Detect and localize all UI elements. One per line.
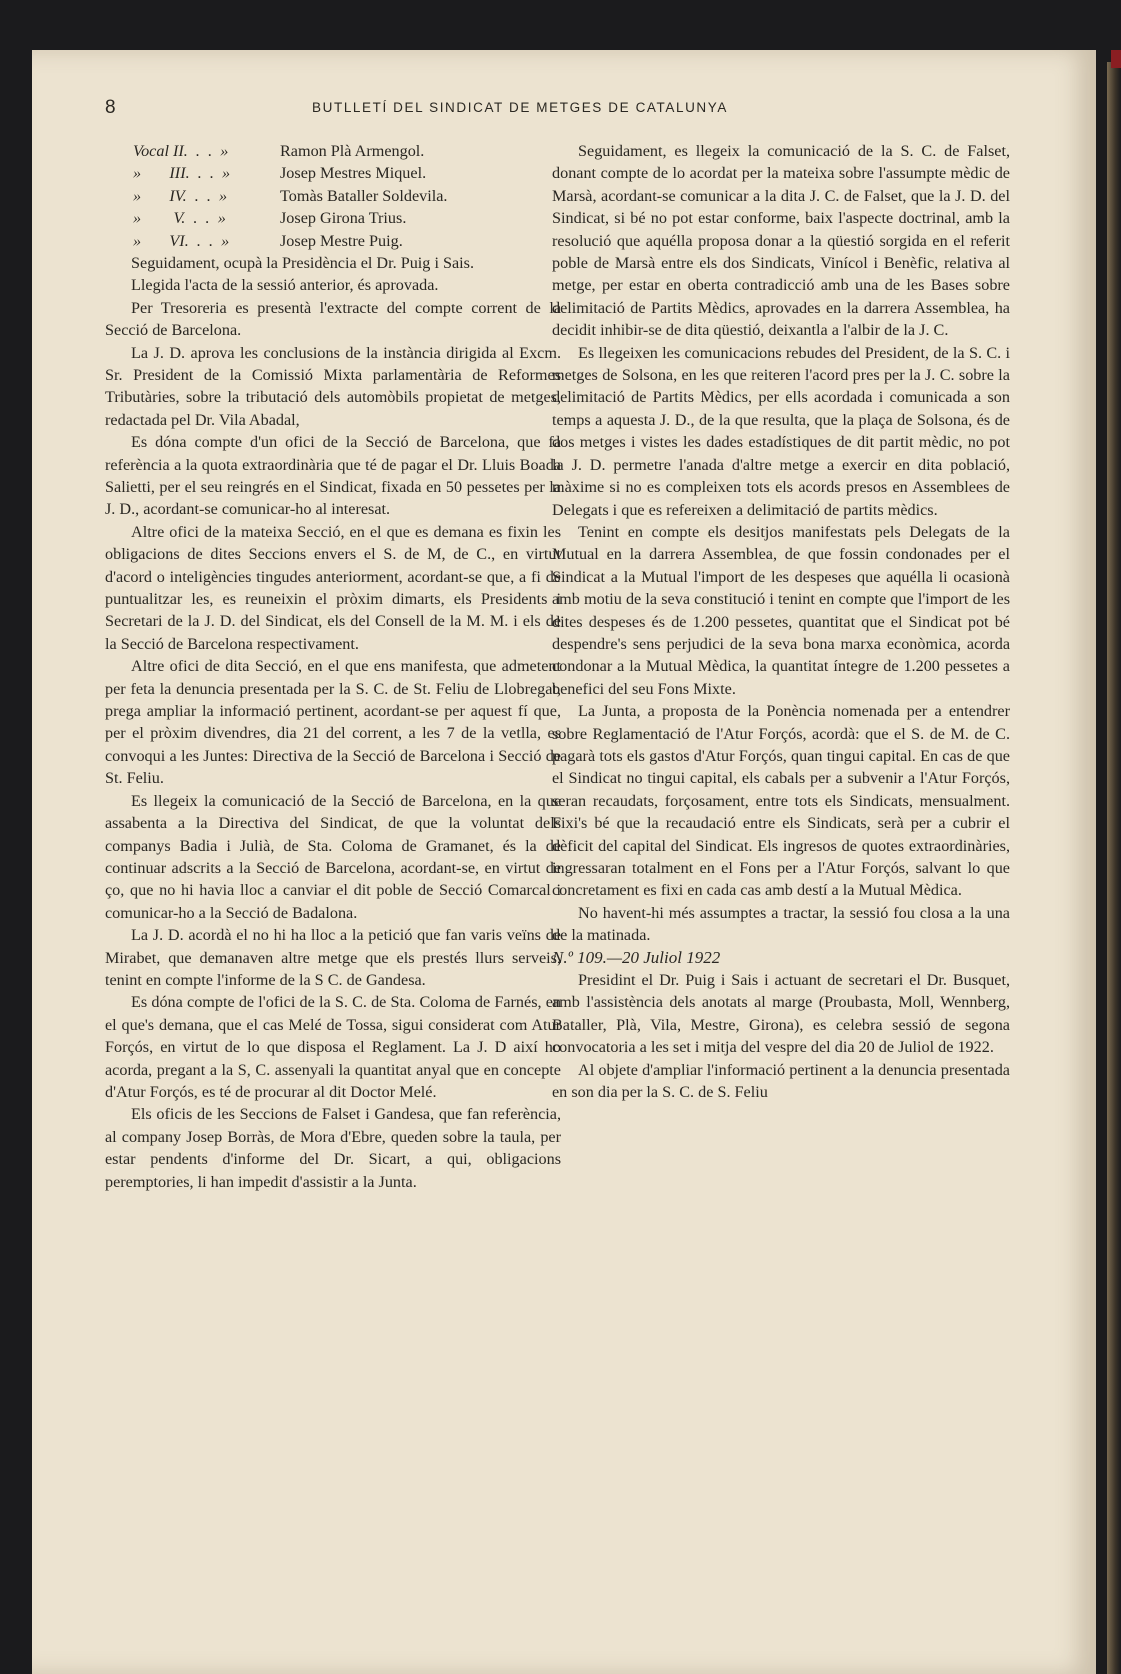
vocal-list — [105, 140, 561, 252]
paragraph: Al objete d'ampliar l'informació pertinent a la denuncia presentada en son dia per la S. C. de S. Feliu — [552, 1060, 1010, 1102]
list-item — [105, 140, 561, 162]
paragraph: La J. D. acordà el no hi ha lloc a la petició que fan varis veïns de Mirabet, que demanaven altre metge que els prestés llurs serveis, tenint en compte l'informe de la S C. de Gandesa. — [105, 926, 561, 989]
paragraph: Es dóna compte de l'ofici de la S. C. de Sta. Coloma de Farnés, en el que's demana, que el cas Melé de Tossa, sigui considerat com Atur Forçós, en virtut de lo que disposa el Reglament. La J. D així ho acorda, pregant a la S, C. assenyali la quantitat anyal que en concepte d'Atur Forçós, es té de procurar al dit Doctor Melé. — [105, 993, 561, 1101]
vocal-label: » V. . . » — [133, 209, 226, 228]
running-title: BUTLLETÍ DEL SINDICAT DE METGES DE CATALUNYA — [312, 100, 728, 115]
paragraph: Es llegeix la comunicació de la Secció de Barcelona, en la que assabenta a la Directiva del Sindicat, de que la voluntat dels companys Badia i Julià, de Sta. Coloma de Gramanet, és la de continuar adscrits a la Secció de Barcelona, acordant-se, en virtut de ço, que no hi havia lloc a canviar el dit poble de Secció Comarcal i comunicar-ho a la Secció de Badalona. — [105, 791, 561, 922]
page-number: 8 — [105, 97, 116, 118]
vocal-name: Ramon Plà Armengol. — [280, 142, 425, 160]
list-item — [105, 207, 561, 229]
vocal-name: Josep Mestre Puig. — [280, 231, 403, 250]
paragraph: Els oficis de les Seccions de Falset i Gandesa, que fan referència, al company Josep Borràs, de Mora d'Ebre, queden sobre la taula, per estar pendents d'informe del Dr. Sicart, a qui, obligacions peremptories, li han impedit d'assistir a la Junta. — [105, 1105, 561, 1191]
binding-mark — [1111, 50, 1121, 68]
paragraph: Altre ofici de la mateixa Secció, en el que es demana es fixin les obligacions de dites Seccions envers el S. de M, de C., en virtut d'acord o inteligències tingudes anteriorment, acordant-se que, a fi de puntualitzar les, es reuneixin el pròxim dimarts, els Presidents i Secretari de la J. D. del Sindicat, els del Consell de la M. M. i els de la Secció de Barcelona respectivament. — [105, 522, 561, 653]
vocal-name: Tomàs Bataller Soldevila. — [280, 186, 448, 205]
paragraph: Altre ofici de dita Secció, en el que ens manifesta, que admetent per feta la denuncia presentada per la S. C. de St. Feliu de Llobregat, prega ampliar la informació pertinent, acordant-se per aquest fí que, per el pròxim divendres, dia 21 del corrent, a les 7 de la vetlla, es convoqui a les Juntes: Directiva de la Secció de Barcelona i Secció de St. Feliu. — [105, 657, 561, 788]
page-header — [0, 97, 1040, 119]
paragraph: La Junta, a proposta de la Ponència nomenada per a entendrer sobre Reglamentació de l'Atur Forçós, acordà: que el S. de M. de C. pagarà tots els gastos d'Atur Forçós, quan tingui capital. En cas de que el Sindicat no tingui capital, els cabals per a subvenir a l'Atur Forçós, seran recaudats, forçosament, entre tots els Sindicats, mensualment. Fixi's bé que la recaudació entre els Sindicats, serà per a cubrir el dèficit del capital del Sindicat. Els ingresos de quotes extraordinàries, ingressaran totalment en el Fons per a l'Atur Forçós, salvant lo que concretament es fixi en cada cas amb destí a la Mutual Mèdica. — [552, 702, 1010, 900]
vocal-label: » VI. . . » — [133, 231, 230, 250]
page-edge-shadow — [1107, 62, 1121, 1674]
list-item — [105, 185, 561, 207]
paragraph: La J. D. aprova les conclusions de la instància dirigida al Excm. Sr. President de la Comissió Mixta parlamentària de Reformes Tributàries, sobre la tributació dels automòbils propietat de metges, redactada pel Dr. Vila Abadal, — [105, 343, 561, 429]
vocal-label: » III. . . » — [133, 164, 231, 183]
paragraph: Seguidament, es llegeix la comunicació de la S. C. de Falset, donant compte de lo acordat per la mateixa sobre l'assumpte mèdic de Marsà, acordant-se comunicar a la dita J. C. de Falset, que la J. D. del Sindicat, si bé no pot estar conforme, baix l'aspecte doctrinal, amb la resolució que aquélla proposa donar a la qüestió sorgida en el referit poble de Marsà entre els dos Sindicats, Vinícol i Benèfic, relativa al metge, per estar en oberta contradicció amb una de les Bases sobre delimitació de Partits Mèdics, aprovades en la darrera Assemblea, ha decidit inhibir-se de dita qüestió, deixantla a l'albir de la J. C. — [552, 142, 1010, 340]
paragraph: Seguidament, ocupà la Presidència el Dr. Puig i Sais. — [131, 253, 475, 272]
left-column — [105, 140, 561, 1193]
paragraph: Presidint el Dr. Puig i Sais i actuant de secretari el Dr. Busquet, amb l'assistència dels anotats al marge (Proubasta, Moll, Wennberg, Bataller, Plà, Vila, Mestre, Girona), es celebra sessió de segona convocatoria a les set i mitja del vespre del dia 20 de Juliol de 1922. — [552, 971, 1010, 1057]
paragraph: Per Tresoreria es presentà l'extracte del compte corrent de la Secció de Barcelona. — [105, 298, 561, 340]
vocal-label: Vocal II. . . » — [133, 142, 229, 160]
paragraph: No havent-hi més assumptes a tractar, la sessió fou closa a la una de la matinada. — [552, 903, 1010, 945]
vocal-name: Josep Mestres Miquel. — [280, 164, 427, 183]
paragraph: Es dóna compte d'un ofici de la Secció de Barcelona, que fa referència a la quota extraordinària que té de pagar el Dr. Lluis Boada Salietti, per el seu reingrés en el Sindicat, fixada en 50 pessetes per la J. D., acordant-se comunicar-ho al interesat. — [105, 433, 561, 519]
list-item — [105, 162, 561, 184]
list-item — [105, 230, 561, 252]
paragraph: Es llegeixen les comunicacions rebudes del President, de la S. C. i metges de Solsona, en les que reiteren l'acord pres per la J. C. sobre la delimitació de Partits Mèdics, per ells acordada i comunicada a son temps a aquesta J. D., de la que resulta, que la plaça de Solsona, és de dos metges i vistes les dades estadístiques de dit partit mèdic, no pot la J. D. permetre l'anada d'altre metge a exercir en dita població, màxime si no es compleixen tots els acords presos en Assemblees de Delegats i que es refereixen a delimitació de partits mèdics. — [552, 343, 1010, 519]
paragraph: Tenint en compte els desitjos manifestats pels Delegats de la Mutual en la darrera Assemblea, de que fossin condonades per el Sindicat a la Mutual l'import de les despeses que aquélla li ocasionà amb motiu de la seva constitució i tenint en compte que l'import de les dites despeses és de 1.200 pessetes, quantitat que el Sindicat pot bé despendre's sens perjudici de la seva bona marxa econòmica, acorda condonar a la Mutual Mèdica, la quantitat íntegre de 1.200 pessetes a benefici del seu Fons Mixte. — [552, 522, 1010, 698]
paragraph: Llegida l'acta de la sessió anterior, és aprovada. — [131, 276, 439, 295]
vocal-label: » IV. . . » — [133, 186, 228, 205]
vocal-name: Josep Girona Trius. — [280, 209, 407, 228]
right-column — [552, 140, 1010, 1103]
entry-heading: N.º 109.—20 Juliol 1922 — [552, 947, 721, 967]
